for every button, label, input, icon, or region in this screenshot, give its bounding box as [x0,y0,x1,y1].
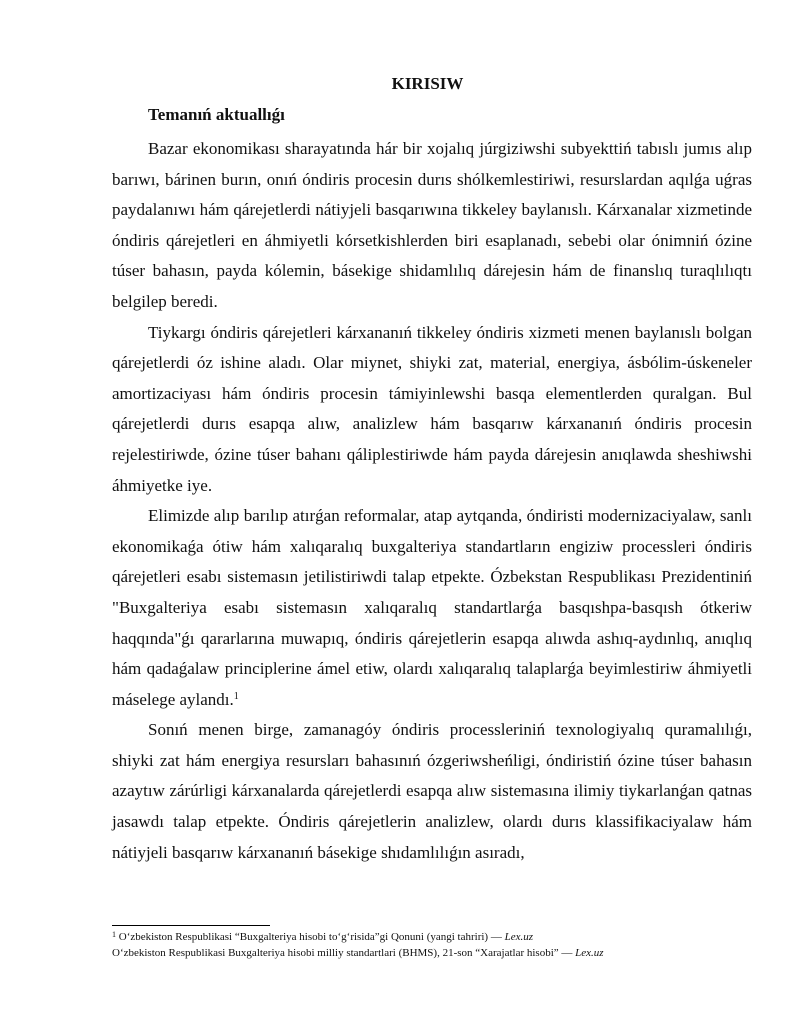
section-heading: Temanıń aktuallıǵı [148,105,285,124]
footnote-text: O‘zbekiston Respublikasi Buxgalteriya hisobi milliy standartlari (BHMS), 21-son “Xarajatlar hisobi” — [112,947,576,959]
paragraph: Tiykargı óndiris qárejetleri kárxananıń tikkeley óndiris xizmeti menen baylanıslı bolgan qárejetlerdi óz ishine aladı. Olar miynet, shiyki zat, material, energiya, ásbólim-úskeneler amortizaciyası hám óndiris procesin támiyinlewshi basqa elementlerden quralgan. Bul qárejetlerdi durıs esapqa alıw, analizlew hám basqarıw kárxananıń óndiris procesin rejelestiriwde, ózine túser bahanı qáliplestiriwde hám payda dárejesin anıqlawda sheshiwshi áhmiyetke iye. [112,322,752,495]
document-title: KIRISIW [391,74,464,93]
document-body [112,134,752,868]
footnote-line [112,945,772,961]
footnote-text: O‘zbekiston Respublikasi “Buxgalteriya hisobi to‘g‘risida”gi Qonuni (yangi tahriri) — [116,931,505,943]
footnote-source: Lex.uz [575,947,604,959]
paragraph-with-footnote [112,501,752,715]
footnotes [112,929,772,961]
footnote-line [112,929,772,945]
paragraph: Bazar ekonomikası sharayatında hár bir xojalıq júrgiziwshi subyekttiń tabıslı jumıs alıp barıwı, bárinen burın, onıń óndiris procesin durıs shólkemlestiriwi, resurslardan aqılǵa uǵras paydalanıwı hám qárejetlerdi nátiyjeli basqarıwına tikkeley baylanıslı. Kárxanalar xizmetinde óndiris qárejetleri en áhmiyetli kórsetkishlerden biri esaplanadı, sebebi olar ónimniń ózine túser bahasın, payda kólemin, básekige shidamlılıq dárejesin hám de finanslıq turaqlılıqtı belgilep beredi. [112,139,752,311]
footnote-source: Lex.uz [504,931,534,943]
paragraph: Sonıń menen birge, zamanagóy óndiris processleriniń texnologiyalıq quramalılıǵı, shiyki zat hám energiya resursları bahasınıń ózgeriwsheńligi, óndiristiń ózine túser bahasın azaytıw zárúrligi kárxanalarda qárejetlerdi esapqa alıw sistemasına ilimiy tiykarlanǵan qatnas jasawdı talap etpekte. Óndiris qárejetlerin analizlew, olardı durıs klassifikaciyalaw hám nátiyjeli basqarıw kárxananıń básekige shıdamlılıǵın asıradı, [112,720,752,862]
footnote-separator [112,925,270,926]
footnote-reference: 1 [233,690,239,702]
footnote-marker: 1 [112,930,116,939]
paragraph-text: Elimizde alıp barılıp atırǵan reformalar, atap aytqanda, óndiristi modernizaciyalaw, sanlı ekonomikaǵa ótiw hám xalıqaralıq buxgalteriya standartların engiziw processleri óndiris qárejetleri esabı sistemasın jetilistiriwdi talap etpekte. Ózbekstan Respublikası Prezidentiniń "Buxgalteriya esabı sistemasın xalıqaralıq standartlarǵa basqıshpa-basqısh ótkeriw haqqında"ǵı qararlarına muwapıq, óndiris qárejetlerin esapqa alıwda ashıq-aydınlıq, anıqlıq hám qadaǵalaw principlerine ámel etiw, olardı xalıqaralıq talaplarǵa beyimlestiriw áhmiyetli máselege aylandı. [112,506,752,709]
